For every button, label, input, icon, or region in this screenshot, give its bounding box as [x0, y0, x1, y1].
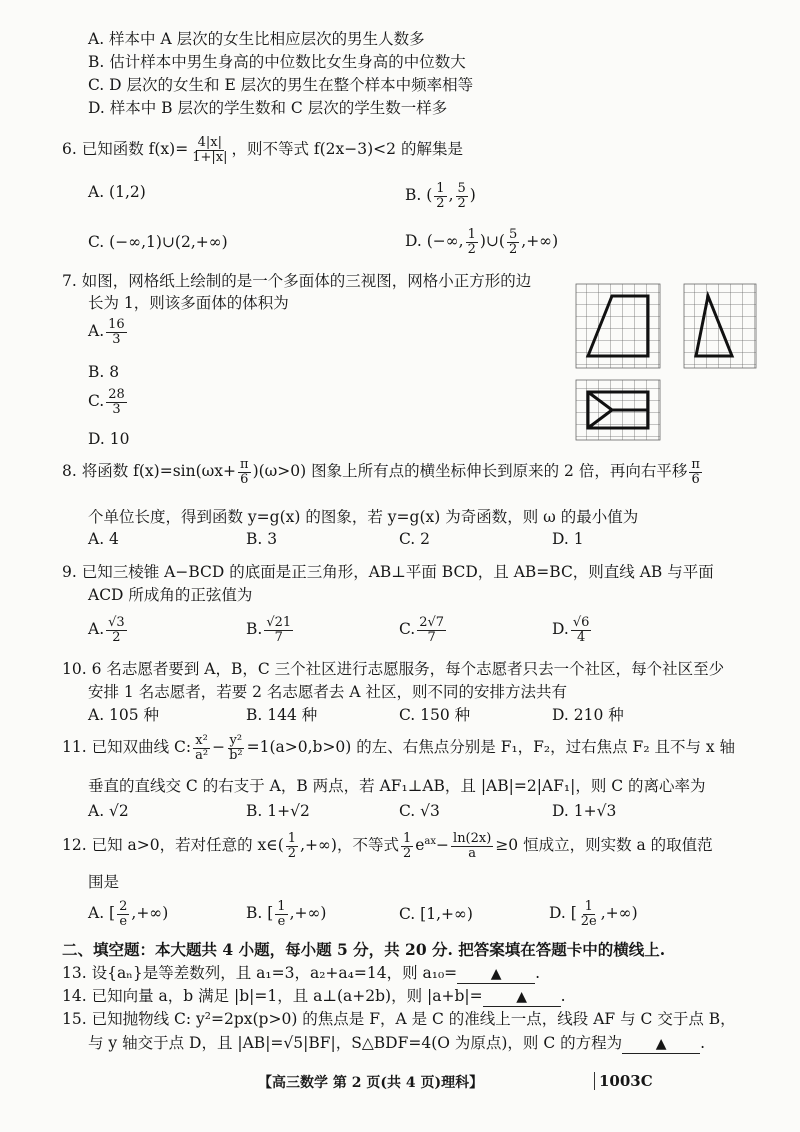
- q12-line1-pre: 12. 已知 a>0，若对任意的 x∈(: [62, 836, 284, 855]
- q10-line1: 10. 6 名志愿者要到 A，B，C 三个社区进行志愿服务，每个志愿者只去一个社区，每个社区至少: [62, 660, 725, 678]
- q8-shift-num: π: [691, 457, 700, 472]
- q8-pi-frac: [238, 458, 251, 486]
- q7-option-d: D. 10: [88, 430, 130, 448]
- q11-line1: 11. 已知双曲线 C: $\frac{\text{x²}}{\text{a²}}$ − $\frac{\text{y²}}{\text{b²}}$ =1(a>0,b>0) 的左、右焦点分别是 F₁，F₂，过右焦点 F₂ 且不与 x 轴: [62, 733, 736, 763]
- q6-func-num: 4|x|: [197, 135, 223, 150]
- q10-line2: 安排 1 名志愿者，若要 2 名志愿者去 A 社区，则不同的安排方法共有: [88, 683, 567, 701]
- q12-line2: 围是: [88, 873, 120, 891]
- q9-opta-label: A.: [88, 620, 105, 639]
- q7-opta-label: A.: [88, 322, 105, 341]
- q6-option-c: C. (−∞,1)∪(2,+∞): [88, 233, 228, 251]
- q12-opta-den: e: [119, 913, 128, 929]
- q10-option-b: B. 144 种: [246, 706, 318, 724]
- q8-pi-den: 6: [240, 471, 249, 487]
- q9-optc-frac: [417, 616, 446, 644]
- q9-optc-label: C.: [399, 620, 416, 639]
- q14-end: .: [560, 987, 566, 1005]
- q11-y-frac: [227, 734, 245, 762]
- q15-line1: 15. 已知抛物线 C: y²=2px(p>0) 的焦点是 F，A 是 C 的准线上一点，线段 AF 与 C 交于点 B，: [62, 1010, 736, 1028]
- q12-exp-sup: ax: [424, 835, 437, 847]
- q8-line1: [62, 458, 704, 486]
- q14: [62, 987, 566, 1007]
- q12-optb-post: ,+∞): [289, 904, 327, 923]
- q13: [62, 964, 540, 984]
- q7-optc-label: C.: [88, 392, 105, 411]
- q13-answer-blank: [457, 964, 535, 984]
- q6-optd-frac1: [466, 228, 478, 256]
- q9-line1: 9. 已知三棱锥 A−BCD 的底面是正三角形，AB⊥平面 BCD，且 AB=BC，则直线 AB 与平面: [62, 563, 714, 581]
- q12-half-num: 1: [287, 831, 297, 846]
- q12-ln-frac: [451, 832, 493, 860]
- q10-option-d: D. 210 种: [552, 706, 624, 724]
- q15-end: .: [700, 1034, 706, 1052]
- q7-option-c: [88, 388, 129, 416]
- q13-triangle-mark: ▲: [490, 966, 502, 982]
- q6-optb-frac2-den: 2: [457, 195, 466, 211]
- q11-line2: 垂直的直线交 C 的右支于 A，B 两点，若 AF₁⊥AB，且 |AB|=2|AF₁|，则 C 的离心率为: [88, 777, 706, 795]
- q14-answer-blank: [483, 987, 561, 1007]
- q6-option-d: [405, 228, 558, 256]
- q7-opta-den: 3: [112, 331, 121, 347]
- q5-option-b: B. 估计样本中男生身高的中位数比女生身高的中位数大: [88, 53, 466, 71]
- q7-option-a: [88, 318, 129, 346]
- q12-optd-den: 2e: [580, 913, 597, 929]
- three-view-figure: [574, 280, 774, 450]
- footer-code: 1003C: [594, 1072, 653, 1090]
- q15-line2-text: 与 y 轴交于点 D，且 |AB|=√5|BF|，S△BDF=4(O 为原点)，则 C 的方程为: [88, 1034, 623, 1052]
- q6-optd-frac1-num: 1: [467, 227, 476, 242]
- q12-optb-frac: [275, 900, 287, 928]
- q9-optd-label: D.: [552, 620, 569, 639]
- q8-shift-den: 6: [691, 471, 700, 487]
- q6-optb-frac2: [456, 182, 468, 210]
- q8-shift-frac: [689, 458, 702, 486]
- q6-optd-post: ,+∞): [521, 232, 559, 251]
- q12-coef-den: 2: [402, 845, 412, 861]
- q14-text: 14. 已知向量 a，b 满足 |b|=1，且 a⊥(a+2b)，则 |a+b|=: [62, 987, 483, 1005]
- q9-option-d: [552, 616, 593, 644]
- q6-optd-frac1-den: 2: [467, 241, 476, 257]
- q14-triangle-mark: ▲: [516, 989, 527, 1005]
- q13-end: .: [535, 964, 541, 982]
- q6-optd-pre: D. (−∞,: [405, 232, 464, 251]
- q12-opta-num: 2: [119, 899, 128, 914]
- q8-line2: 个单位长度，得到函数 y=g(x) 的图象，若 y=g(x) 为奇函数，则 ω 的最小值为: [88, 508, 639, 526]
- q6-stem: [62, 136, 463, 164]
- q6-option-b: B. ( $\frac{1}{2}$ , $\frac{5}{2}$ ): [405, 181, 476, 211]
- q12-line1-post: ≥0 恒成立，则实数 a 的取值范: [495, 836, 713, 855]
- q11-b2: b²: [229, 747, 243, 763]
- q11-x-frac: [193, 734, 210, 762]
- q7-line1: 7. 如图，网格纸上绘制的是一个多面体的三视图，网格小正方形的边: [62, 272, 532, 290]
- q9-opta-den: 2: [112, 629, 121, 645]
- q12-optd-post: ,+∞): [600, 904, 638, 923]
- q12-optb-num: 1: [277, 899, 286, 914]
- q7-line2: 长为 1，则该多面体的体积为: [88, 294, 289, 312]
- q6-optb-post: ): [469, 186, 476, 205]
- q6-stem-pre: 6. 已知函数 f(x)=: [62, 140, 189, 159]
- q12-opta-frac: [117, 900, 129, 928]
- q7-opta-num: 16: [108, 317, 125, 332]
- q10-option-a: A. 105 种: [88, 706, 160, 724]
- q6-func-fraction: [190, 136, 229, 164]
- q8-option-a: A. 4: [88, 530, 119, 548]
- q6-optd-frac2-num: 5: [508, 227, 518, 242]
- q8-option-c: C. 2: [399, 530, 431, 548]
- q11-x2: x²: [195, 733, 208, 748]
- q9-optc-den: 7: [427, 629, 436, 645]
- q6-func-den: 1+|x|: [192, 149, 228, 165]
- footer-page-info: 【高三数学 第 2 页(共 4 页)理科】: [258, 1075, 484, 1091]
- q6-option-a: A. (1,2): [88, 183, 146, 201]
- q15-triangle-mark: ▲: [655, 1036, 667, 1052]
- q9-optb-frac: [264, 616, 293, 644]
- q9-optd-den: 4: [576, 629, 586, 645]
- q6-optb-frac2-num: 5: [457, 181, 466, 196]
- q12-opta-post: ,+∞): [131, 904, 169, 923]
- q11-option-a: A. √2: [88, 802, 129, 820]
- q12-coef-num: 1: [402, 831, 412, 846]
- q6-optd-frac2-den: 2: [508, 241, 518, 257]
- q11-a2: a²: [195, 747, 209, 763]
- q12-half-den: 2: [287, 845, 297, 861]
- q9-option-c: [399, 616, 448, 644]
- q9-opta-frac: [106, 616, 127, 644]
- q6-optd-frac2: [507, 228, 519, 256]
- q9-optd-frac: [571, 616, 592, 644]
- q8-option-b: B. 3: [246, 530, 278, 548]
- q12-option-d: [549, 900, 638, 928]
- q12-option-c: C. [1,+∞): [399, 905, 473, 923]
- section-2-heading: 二、填空题：本大题共 4 小题，每小题 5 分，共 20 分. 把答案填在答题卡中的横线上.: [62, 940, 666, 959]
- q8-pi-num: π: [240, 457, 249, 472]
- q9-optb-label: B.: [246, 620, 263, 639]
- q12-optd-frac: [579, 900, 599, 928]
- q11-line1-pre: 11. 已知双曲线 C:: [62, 738, 192, 757]
- q8-line1-post: )(ω>0) 图象上所有点的横坐标伸长到原来的 2 倍，再向右平移: [252, 462, 688, 481]
- q9-optd-num: √6: [572, 615, 590, 630]
- q6-optd-mid: )∪(: [479, 232, 505, 251]
- q11-line1-post: =1(a>0,b>0) 的左、右焦点分别是 F₁，F₂，过右焦点 F₂ 且不与 x 轴: [246, 738, 736, 757]
- q9-option-b: [246, 616, 295, 644]
- q11-option-b: B. 1+√2: [246, 802, 310, 820]
- q6-optb-frac1-den: 2: [436, 195, 445, 211]
- q15-line2: [88, 1034, 705, 1054]
- q12-coef-frac: [401, 832, 413, 860]
- q5-option-d: D. 样本中 B 层次的学生数和 C 层次的学生数一样多: [88, 99, 448, 117]
- q9-optc-num: 2√7: [419, 615, 445, 630]
- q12-optd-pre: D. [: [549, 904, 577, 923]
- q9-line2: ACD 所成角的正弦值为: [88, 586, 253, 604]
- q7-optc-den: 3: [112, 401, 121, 417]
- q7-optc-num: 28: [108, 387, 125, 402]
- q12-optb-pre: B. [: [246, 904, 274, 923]
- q7-optc-frac: [106, 388, 127, 416]
- q7-option-b: B. 8: [88, 363, 120, 381]
- q8-line1-pre: 8. 将函数 f(x)=sin(ωx+: [62, 462, 237, 481]
- q6-optb-frac1: [434, 182, 446, 210]
- q8-option-d: D. 1: [552, 530, 584, 548]
- q12-optb-den: e: [277, 913, 286, 929]
- q12-half-frac: [286, 832, 298, 860]
- q12-option-b: [246, 900, 326, 928]
- q11-y2: y²: [229, 733, 243, 748]
- q6-optb-pre: B. (: [405, 186, 433, 205]
- q12-ln-num: ln(2x): [453, 831, 492, 846]
- q11-option-d: D. 1+√3: [552, 802, 617, 820]
- q9-optb-den: 7: [274, 629, 283, 645]
- q6-optb-frac1-num: 1: [436, 181, 445, 196]
- q15-answer-blank: [622, 1034, 700, 1054]
- q11-option-c: C. √3: [399, 802, 440, 820]
- q6-stem-post: ，则不等式 f(2x−3)<2 的解集是: [231, 140, 463, 159]
- q12-exp: e: [415, 836, 425, 855]
- q12-line1: 12. 已知 a>0，若对任意的 x∈( $\frac{1}{2}$ ,+∞)，不等式 $\frac{1}{2}$ $e^{ax}-$ $\frac{\ln(2x)}{a}$ ≥0 恒成立，则实数 a 的取值范: [62, 831, 713, 861]
- q9-opta-num: √3: [108, 615, 125, 630]
- q5-option-a: A. 样本中 A 层次的女生比相应层次的男生人数多: [88, 30, 425, 48]
- q12-line1-mid: ,+∞)，不等式: [300, 836, 399, 855]
- q10-option-c: C. 150 种: [399, 706, 471, 724]
- q7-opta-frac: [106, 318, 127, 346]
- q12-ln-den: a: [468, 845, 477, 861]
- q5-option-c: C. D 层次的女生和 E 层次的男生在整个样本中频率相等: [88, 76, 474, 94]
- q9-optb-num: √21: [266, 615, 292, 630]
- q9-option-a: [88, 616, 129, 644]
- q12-optd-num: 1: [584, 899, 593, 914]
- q13-text: 13. 设{aₙ}是等差数列，且 a₁=3，a₂+a₄=14，则 a₁₀=: [62, 964, 458, 982]
- q12-option-a: [88, 900, 168, 928]
- q12-opta-pre: A. [: [88, 904, 116, 923]
